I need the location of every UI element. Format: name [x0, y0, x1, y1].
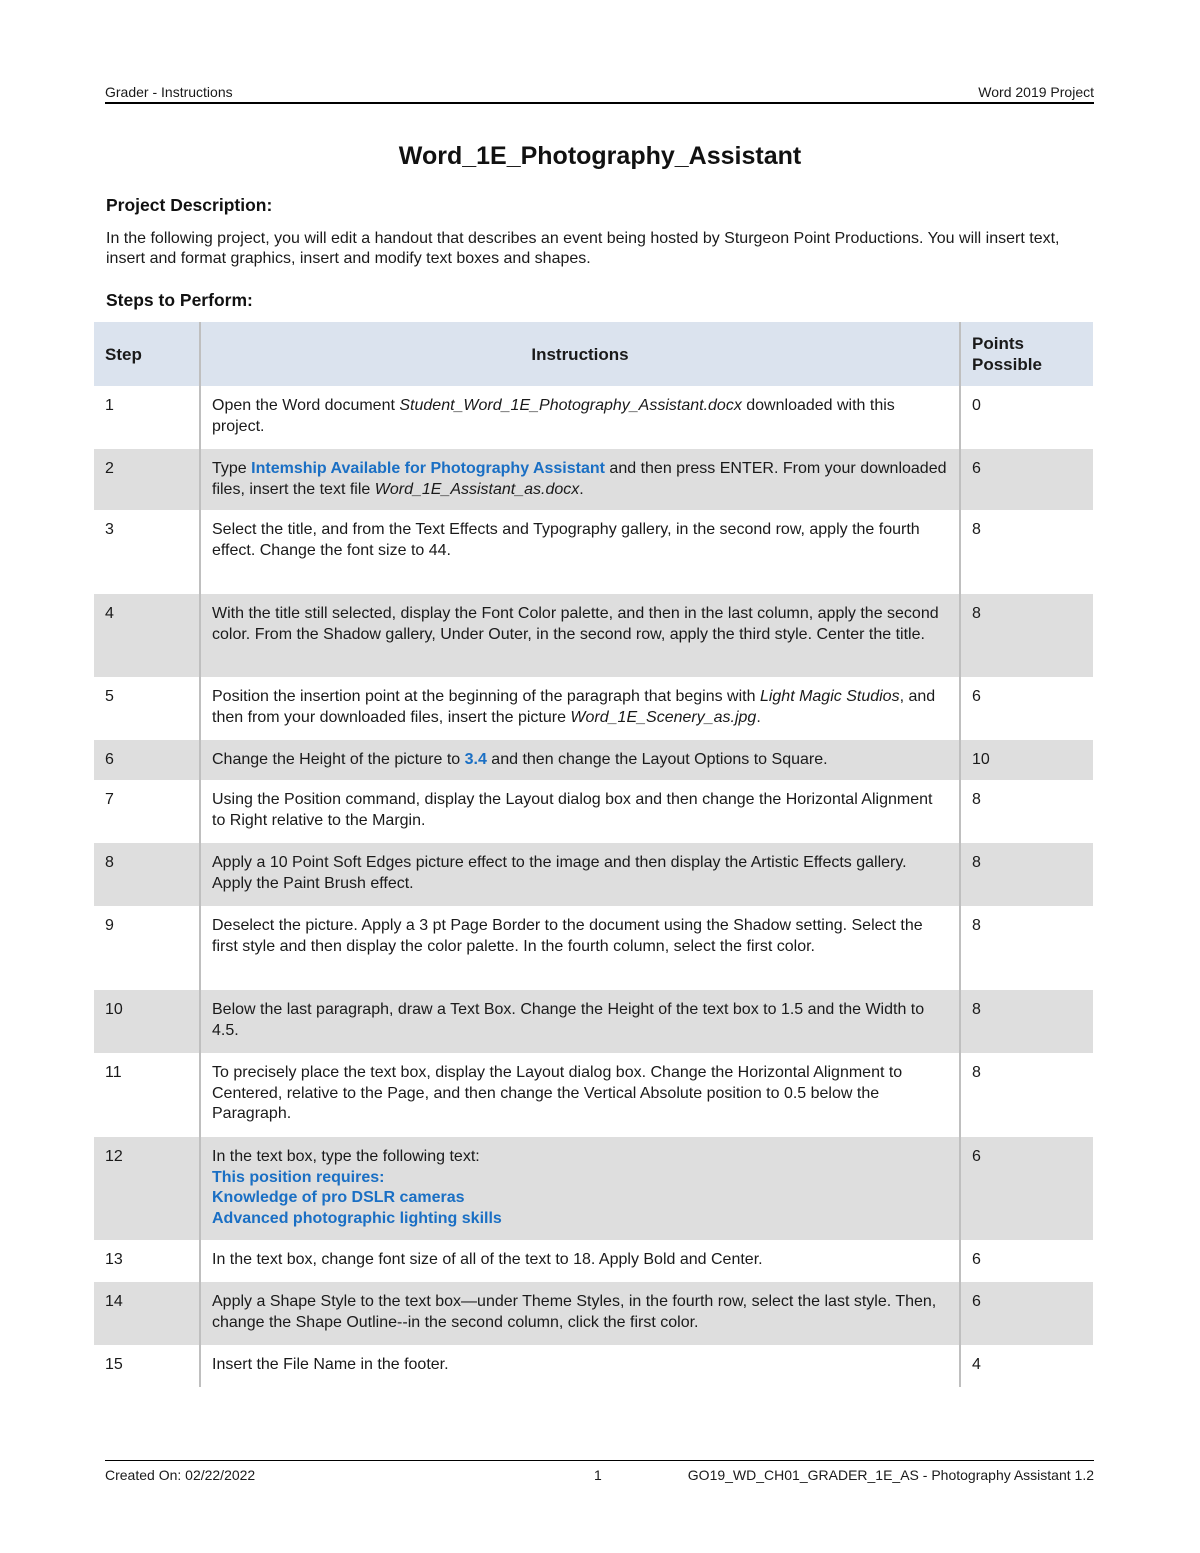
- points-value: 6: [960, 1137, 1093, 1240]
- table-row: [94, 843, 1093, 906]
- points-value: 8: [960, 990, 1093, 1053]
- step-instructions: [200, 510, 960, 594]
- table-row: [94, 677, 1093, 740]
- step-number: 15: [105, 1356, 123, 1373]
- step-instructions: [200, 740, 960, 780]
- instruction-text: In the text box, type the following text:: [212, 1148, 480, 1165]
- project-description-text: In the following project, you will edit a handout that describes an event being hosted by Sturgeon Point Productions. You will insert text, insert and format graphics, insert and modify text boxes and shapes.: [106, 230, 1060, 267]
- step-instructions: [200, 1053, 960, 1137]
- italic-filename: Student_Word_1E_Photography_Assistant.docx: [399, 397, 742, 414]
- highlighted-text: This position requires:: [212, 1168, 385, 1186]
- instruction-text: With the title still selected, display the Font Color palette, and then in the last column, apply the second color. From the Shadow gallery, Under Outer, in the second row, apply the third style. Center the title.: [212, 605, 939, 643]
- points-value: 6: [960, 449, 1093, 510]
- step-number: 10: [94, 990, 200, 1053]
- points-value: 8: [960, 594, 1093, 677]
- step-instructions: [200, 1137, 960, 1240]
- document-title: Word_1E_Photography_Assistant: [398, 142, 802, 170]
- step-number: 13: [105, 1251, 123, 1268]
- footer-page-number: 1: [594, 1467, 602, 1483]
- steps-table: [94, 322, 1093, 1387]
- table-row: [94, 594, 1093, 677]
- step-number: 8: [94, 843, 200, 906]
- instruction-text: .: [756, 708, 761, 726]
- points-value: 6: [960, 1240, 1093, 1282]
- header-right-text: Word 2019 Project: [978, 84, 1094, 100]
- step-number: 14: [94, 1282, 200, 1345]
- instruction-text: Open the Word document: [212, 397, 400, 414]
- step-number: 1: [105, 397, 114, 414]
- table-row: [94, 1137, 1093, 1240]
- step-number: 11: [105, 1064, 122, 1081]
- step-number: 9: [105, 917, 114, 934]
- points-value: 8: [960, 780, 1093, 843]
- table-row: [94, 1240, 1093, 1282]
- step-instructions: [200, 780, 960, 843]
- instruction-text: Deselect the picture. Apply a 3 pt Page Border to the document using the Shadow setting. Select the first style and then display the color palette. In the fourth column, select the first color.: [212, 917, 923, 955]
- table-row: [94, 1053, 1093, 1137]
- step-number: 2: [94, 449, 200, 510]
- points-value: 6: [960, 677, 1093, 740]
- step-number: 7: [105, 791, 114, 808]
- table-row: [94, 449, 1093, 510]
- step-number: 3: [105, 521, 114, 538]
- table-row: [94, 386, 1093, 449]
- highlighted-text: Knowledge of pro DSLR cameras: [212, 1189, 465, 1206]
- italic-filename: Word_1E_Scenery_as.jpg: [570, 708, 757, 726]
- points-column-header: Points Possible: [960, 322, 1093, 386]
- step-instructions: [200, 594, 960, 677]
- step-column-header: Step: [94, 322, 200, 386]
- instruction-text: and then press ENTER. From your downloaded files, insert the text file: [212, 460, 947, 498]
- instruction-text: Apply a 10 Point Soft Edges picture effect to the image and then display the Artistic Effects gallery. Apply the Paint Brush effect.: [212, 854, 907, 892]
- instruction-text: .: [579, 480, 584, 498]
- step-instructions: [200, 1240, 960, 1282]
- step-instructions: [200, 1282, 960, 1345]
- table-row: [94, 780, 1093, 843]
- highlighted-text: Advanced photographic lighting skills: [212, 1209, 502, 1227]
- italic-filename: Word_1E_Assistant_as.docx: [374, 480, 580, 498]
- instruction-text: In the text box, change font size of all of the text to 18. Apply Bold and Center.: [212, 1251, 763, 1268]
- project-description-heading: Project Description:: [106, 195, 273, 215]
- step-instructions: [200, 386, 960, 449]
- footer-created-date: Created On: 02/22/2022: [105, 1467, 256, 1483]
- table-row: [94, 990, 1093, 1053]
- step-number: 5: [105, 688, 114, 705]
- points-value: 10: [960, 740, 1093, 780]
- page-footer: [105, 1460, 1094, 1485]
- instruction-text: Type: [212, 460, 252, 477]
- step-instructions: [200, 1345, 960, 1387]
- instructions-column-header: Instructions: [200, 322, 960, 386]
- points-value: 0: [960, 386, 1093, 449]
- table-row: [94, 740, 1093, 780]
- points-value: 8: [960, 1053, 1093, 1137]
- instruction-text: Position the insertion point at the beginning of the paragraph that begins with: [212, 688, 760, 705]
- step-number: 12: [94, 1137, 200, 1240]
- step-instructions: [200, 843, 960, 906]
- highlighted-text: 3.4: [464, 751, 487, 768]
- instruction-text: Change the Height of the picture to: [212, 751, 465, 768]
- table-row: [94, 1345, 1093, 1387]
- points-value: 8: [960, 843, 1093, 906]
- instruction-text: Below the last paragraph, draw a Text Box. Change the Height of the text box to 1.5 and the Width to 4.5.: [212, 1001, 925, 1039]
- points-value: 6: [960, 1282, 1093, 1345]
- points-value: 4: [960, 1345, 1093, 1387]
- instruction-text: Select the title, and from the Text Effects and Typography gallery, in the second row, apply the fourth effect. Change the font size to 44.: [212, 521, 920, 559]
- instruction-text: downloaded with this project.: [212, 397, 895, 435]
- table-row: [94, 906, 1093, 990]
- step-instructions: [200, 677, 960, 740]
- footer-document-id: GO19_WD_CH01_GRADER_1E_AS - Photography Assistant 1.2: [687, 1467, 1094, 1483]
- step-instructions: [200, 906, 960, 990]
- instruction-text: Apply a Shape Style to the text box—under Theme Styles, in the fourth row, select the last style. Then, change the Shape Outline--in the second column, click the first color.: [212, 1293, 937, 1331]
- instruction-text: Using the Position command, display the Layout dialog box and then change the Horizontal Alignment to Right relative to the Margin.: [212, 791, 933, 829]
- instruction-text: To precisely place the text box, display the Layout dialog box. Change the Horizontal Alignment to Centered, relative to the Page, and then change the Vertical Absolute position to 0.5 below the Paragraph.: [212, 1064, 903, 1122]
- step-number: 6: [94, 740, 200, 780]
- steps-heading: Steps to Perform:: [106, 290, 253, 310]
- table-row: [94, 510, 1093, 594]
- instruction-text: Insert the File Name in the footer.: [212, 1356, 449, 1373]
- italic-filename: Light Magic Studios: [759, 688, 900, 705]
- table-row: [94, 1282, 1093, 1345]
- step-instructions: [200, 990, 960, 1053]
- table-header-row: [94, 322, 1093, 386]
- instruction-text: and then change the Layout Options to Square.: [486, 751, 828, 768]
- page-header: [105, 82, 1094, 104]
- step-instructions: [200, 449, 960, 510]
- highlighted-text: Intemship Available for Photography Assistant: [251, 460, 605, 477]
- instruction-text: , and then from your downloaded files, insert the picture: [212, 688, 936, 726]
- step-number: 4: [94, 594, 200, 677]
- points-value: 8: [960, 510, 1093, 594]
- points-value: 8: [960, 906, 1093, 990]
- header-left-text: Grader - Instructions: [105, 84, 233, 100]
